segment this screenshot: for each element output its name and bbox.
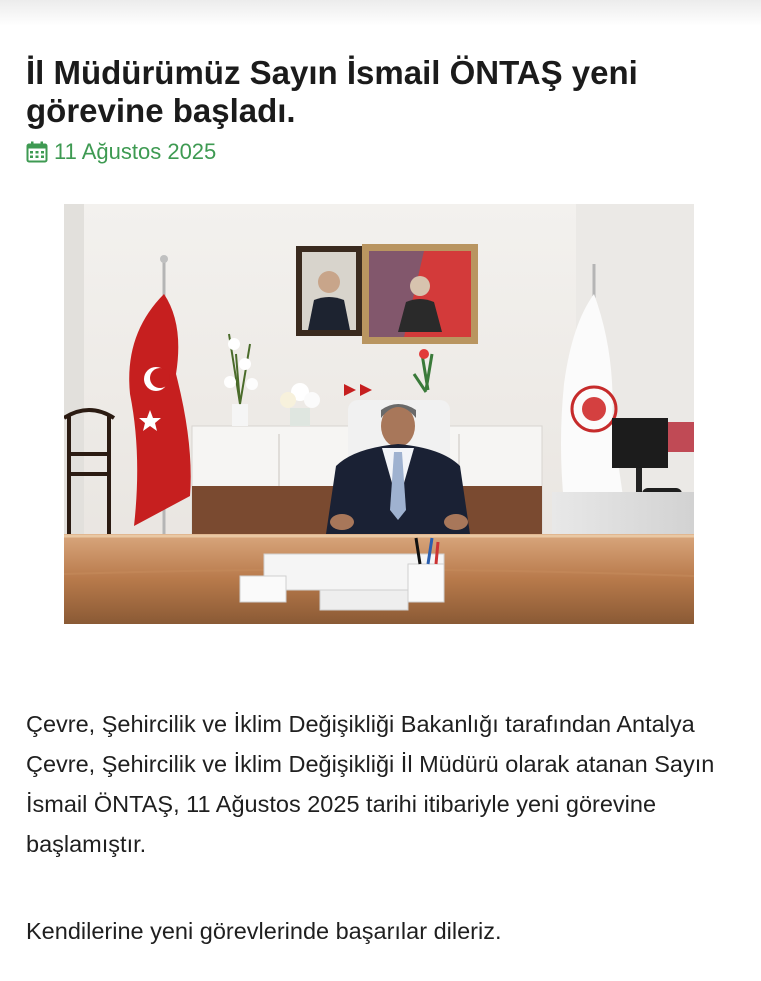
article-paragraph-1: Çevre, Şehircilik ve İklim Değişikliği Bakanlığı tarafından Antalya Çevre, Şehircilik ve İklim Değişikliği İl Müdürü olarak atanan Sayın İsmail ÖNTAŞ, 11 Ağustos 2025 tarihi itibariyle yeni görevine başlamıştır. <box>26 711 715 857</box>
date-text: 11 Ağustos 2025 <box>54 139 217 164</box>
top-shadow <box>0 0 761 26</box>
office-photo <box>64 204 694 624</box>
article-paragraph-2: Kendilerine yeni görevlerinde başarılar dileriz. <box>26 918 502 944</box>
page-title: İl Müdürümüz Sayın İsmail ÖNTAŞ yeni görevine başladı. <box>26 54 638 129</box>
publish-date <box>26 139 216 165</box>
calendar-icon <box>26 141 54 163</box>
